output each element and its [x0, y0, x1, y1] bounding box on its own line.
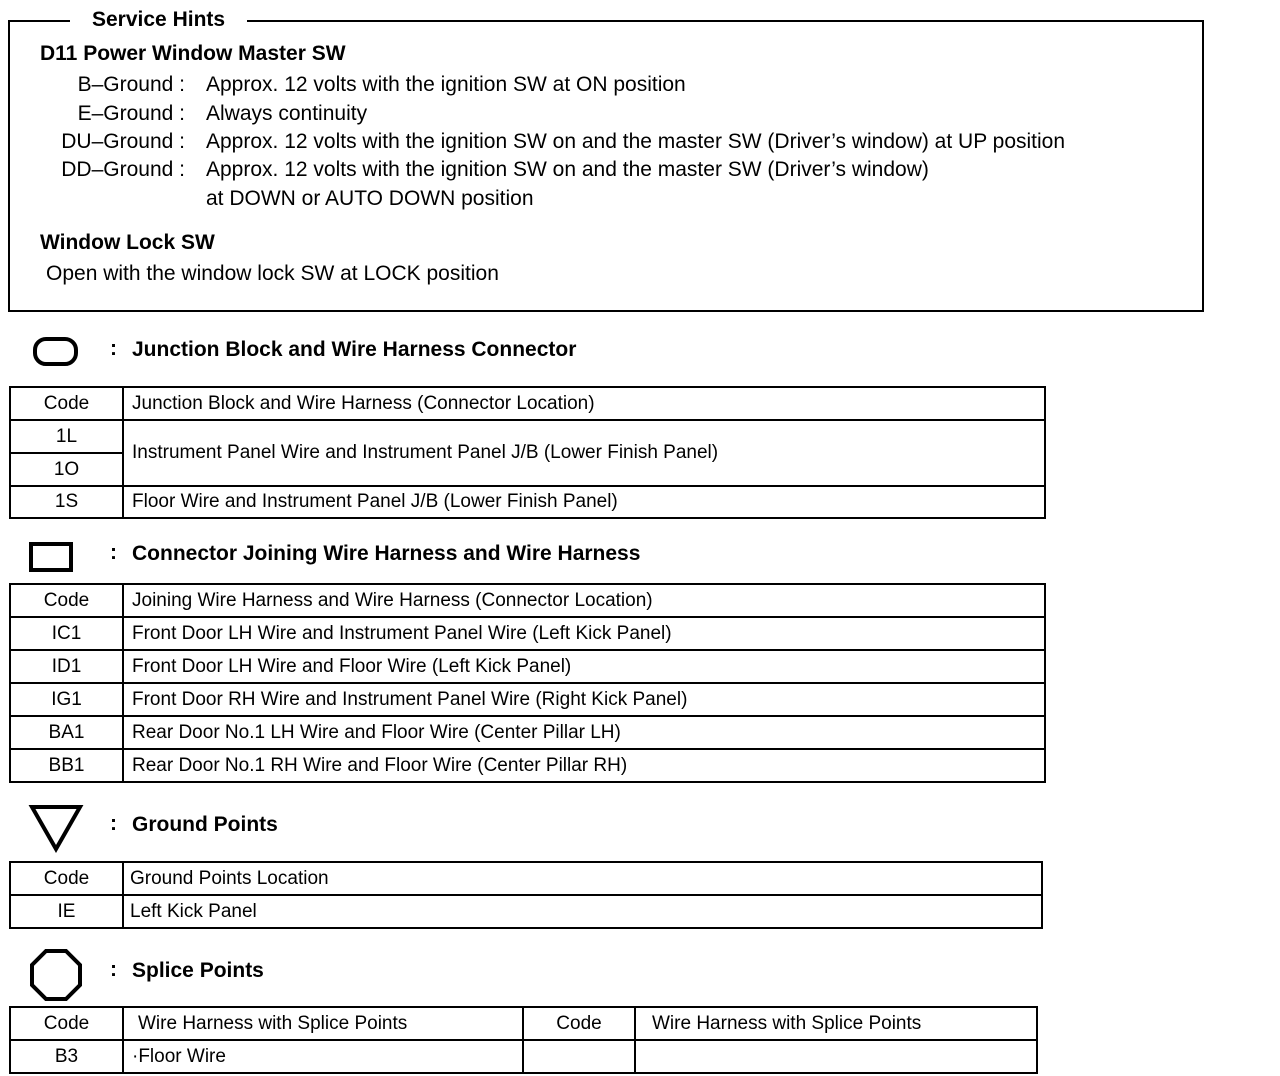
hint-text: at DOWN or AUTO DOWN position	[206, 187, 534, 210]
cell-desc: Front Door LH Wire and Instrument Panel Wire (Left Kick Panel)	[123, 617, 1045, 650]
window-lock-heading: Window Lock SW	[40, 231, 215, 254]
window-lock-text: Open with the window lock SW at LOCK position	[46, 262, 499, 285]
service-hints-title: Service Hints	[70, 6, 247, 34]
ground-table	[9, 861, 1043, 929]
cell-code: BB1	[10, 749, 123, 782]
table-row	[10, 895, 1042, 928]
cell-code: IG1	[10, 683, 123, 716]
hint-text: Always continuity	[206, 102, 368, 125]
connector-symbol-icon	[28, 540, 76, 574]
header-code: Code	[10, 1007, 123, 1040]
cell-code: 1S	[10, 486, 123, 518]
hint-label: B–Ground :	[77, 73, 185, 96]
table-header-row	[10, 862, 1042, 895]
header-code: Code	[10, 387, 123, 420]
ground-colon: :	[110, 812, 117, 835]
cell-desc: Left Kick Panel	[123, 895, 1042, 928]
header-desc: Ground Points Location	[123, 862, 1042, 895]
cell-desc: Rear Door No.1 RH Wire and Floor Wire (Center Pillar RH)	[123, 749, 1045, 782]
cell-code-empty	[523, 1040, 635, 1073]
hint-row	[0, 187, 1200, 216]
header-desc: Junction Block and Wire Harness (Connector Location)	[123, 387, 1045, 420]
cell-desc: Front Door RH Wire and Instrument Panel Wire (Right Kick Panel)	[123, 683, 1045, 716]
component-heading: D11 Power Window Master SW	[40, 42, 346, 65]
hint-label: DD–Ground :	[61, 158, 185, 181]
splice-heading: Splice Points	[132, 959, 264, 982]
cell-desc-empty	[635, 1040, 1037, 1073]
cell-code: IC1	[10, 617, 123, 650]
cell-code: ID1	[10, 650, 123, 683]
splice-colon: :	[110, 958, 117, 981]
table-row	[10, 716, 1045, 749]
hint-row	[0, 130, 1200, 159]
hint-label: DU–Ground :	[61, 130, 185, 153]
hint-row	[0, 73, 1200, 102]
table-header-row	[10, 584, 1045, 617]
splice-point-symbol-icon	[28, 948, 84, 1002]
cell-code: IE	[10, 895, 123, 928]
table-row	[10, 420, 1045, 453]
table-row	[10, 1040, 1037, 1073]
cell-code: 1O	[10, 453, 123, 486]
junction-block-symbol-icon	[32, 336, 80, 368]
hint-label: E–Ground :	[77, 102, 185, 125]
cell-code: BA1	[10, 716, 123, 749]
hint-text: Approx. 12 volts with the ignition SW on and the master SW (Driver’s window) at UP position	[206, 130, 1066, 153]
junction-table	[9, 386, 1046, 519]
ground-heading: Ground Points	[132, 813, 278, 836]
cell-desc: Instrument Panel Wire and Instrument Panel J/B (Lower Finish Panel)	[123, 420, 1045, 486]
hint-row	[0, 158, 1200, 187]
junction-colon: :	[110, 337, 117, 360]
header-desc: Wire Harness with Splice Points	[635, 1007, 1037, 1040]
splice-table	[9, 1006, 1038, 1074]
cell-desc: ·Floor Wire	[123, 1040, 523, 1073]
cell-desc: Front Door LH Wire and Floor Wire (Left Kick Panel)	[123, 650, 1045, 683]
table-row	[10, 650, 1045, 683]
hint-text: Approx. 12 volts with the ignition SW on and the master SW (Driver’s window)	[206, 158, 929, 181]
table-row	[10, 617, 1045, 650]
cell-desc: Floor Wire and Instrument Panel J/B (Lower Finish Panel)	[123, 486, 1045, 518]
header-desc: Joining Wire Harness and Wire Harness (Connector Location)	[123, 584, 1045, 617]
header-desc: Wire Harness with Splice Points	[123, 1007, 523, 1040]
hint-row	[0, 102, 1200, 131]
cell-code: B3	[10, 1040, 123, 1073]
ground-point-symbol-icon	[28, 803, 84, 853]
table-row	[10, 683, 1045, 716]
table-row	[10, 486, 1045, 518]
table-header-row	[10, 1007, 1037, 1040]
connector-table	[9, 583, 1046, 783]
header-code: Code	[10, 862, 123, 895]
connector-colon: :	[110, 541, 117, 564]
cell-code: 1L	[10, 420, 123, 453]
junction-heading: Junction Block and Wire Harness Connector	[132, 338, 577, 361]
header-code: Code	[10, 584, 123, 617]
table-row	[10, 749, 1045, 782]
header-code: Code	[523, 1007, 635, 1040]
table-header-row	[10, 387, 1045, 420]
hint-text: Approx. 12 volts with the ignition SW at ON position	[206, 73, 686, 96]
connector-heading: Connector Joining Wire Harness and Wire Harness	[132, 542, 641, 565]
cell-desc: Rear Door No.1 LH Wire and Floor Wire (Center Pillar LH)	[123, 716, 1045, 749]
